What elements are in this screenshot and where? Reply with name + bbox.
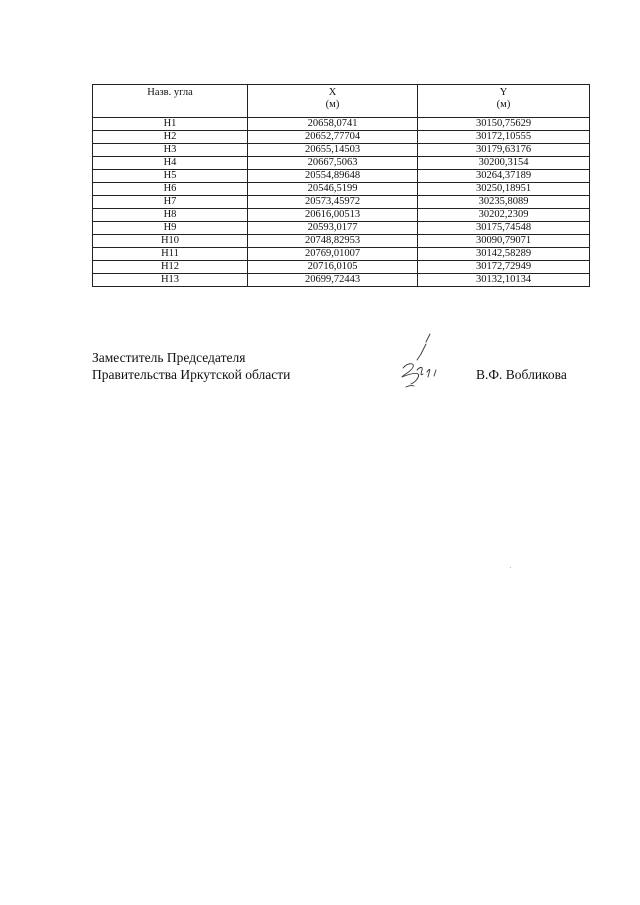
cell-corner-name: Н6: [93, 183, 248, 196]
cell-y: 30175,74548: [418, 222, 590, 235]
cell-corner-name: Н4: [93, 157, 248, 170]
coordinates-table: [92, 84, 590, 287]
cell-y: 30235,8089: [418, 196, 590, 209]
table-row: [93, 157, 590, 170]
table-row: [93, 144, 590, 157]
cell-y: 30172,10555: [418, 131, 590, 144]
table-header: [93, 85, 590, 118]
table-row: [93, 170, 590, 183]
cell-corner-name: Н5: [93, 170, 248, 183]
cell-x: 20652,77704: [248, 131, 418, 144]
cell-y: 30142,58289: [418, 248, 590, 261]
signatory-name: В.Ф. Вобликова: [476, 367, 567, 382]
cell-x: 20667,5063: [248, 157, 418, 170]
cell-x: 20554,89648: [248, 170, 418, 183]
cell-corner-name: Н1: [93, 118, 248, 131]
cell-x: 20616,00513: [248, 209, 418, 222]
table-row: [93, 131, 590, 144]
cell-x: 20716,0105: [248, 261, 418, 274]
cell-x: 20748,82953: [248, 235, 418, 248]
header-corner-name-label: Назв. угла: [147, 87, 193, 98]
cell-y: 30264,37189: [418, 170, 590, 183]
header-x-unit: (м): [325, 99, 340, 110]
table-row: [93, 196, 590, 209]
handwritten-signature: [376, 330, 456, 394]
table-row: [93, 248, 590, 261]
table-row: [93, 222, 590, 235]
signatory-position: [92, 349, 290, 383]
cell-corner-name: Н2: [93, 131, 248, 144]
cell-corner-name: Н11: [93, 248, 248, 261]
cell-y: 30132,10134: [418, 274, 590, 287]
cell-corner-name: Н13: [93, 274, 248, 287]
cell-y: 30172,72949: [418, 261, 590, 274]
header-y-unit: (м): [496, 99, 511, 110]
signatory-position-line1: Заместитель Председателя: [92, 350, 246, 365]
table-row: [93, 209, 590, 222]
cell-y: 30202,2309: [418, 209, 590, 222]
cell-x: 20658,0741: [248, 118, 418, 131]
cell-y: 30179,63176: [418, 144, 590, 157]
table-row: [93, 183, 590, 196]
cell-y: 30150,75629: [418, 118, 590, 131]
table-row: [93, 118, 590, 131]
header-y-label: Y: [499, 87, 508, 98]
cell-corner-name: Н7: [93, 196, 248, 209]
header-y: [418, 85, 590, 118]
table-header-row: [93, 85, 590, 118]
scan-speck: [510, 567, 511, 568]
cell-y: 30200,3154: [418, 157, 590, 170]
cell-corner-name: Н12: [93, 261, 248, 274]
table-row: [93, 274, 590, 287]
cell-x: 20546,5199: [248, 183, 418, 196]
cell-corner-name: Н8: [93, 209, 248, 222]
cell-x: 20593,0177: [248, 222, 418, 235]
signatory-position-line2: Правительства Иркутской области: [92, 367, 291, 382]
cell-x: 20699,72443: [248, 274, 418, 287]
cell-y: 30090,79071: [418, 235, 590, 248]
cell-corner-name: Н3: [93, 144, 248, 157]
header-x-label: X: [328, 87, 337, 98]
cell-y: 30250,18951: [418, 183, 590, 196]
table-row: [93, 261, 590, 274]
cell-corner-name: Н9: [93, 222, 248, 235]
table-body: [93, 118, 590, 287]
cell-x: 20655,14503: [248, 144, 418, 157]
table-row: [93, 235, 590, 248]
cell-x: 20573,45972: [248, 196, 418, 209]
header-x: [248, 85, 418, 118]
header-corner-name: [93, 85, 248, 118]
cell-x: 20769,01007: [248, 248, 418, 261]
cell-corner-name: Н10: [93, 235, 248, 248]
